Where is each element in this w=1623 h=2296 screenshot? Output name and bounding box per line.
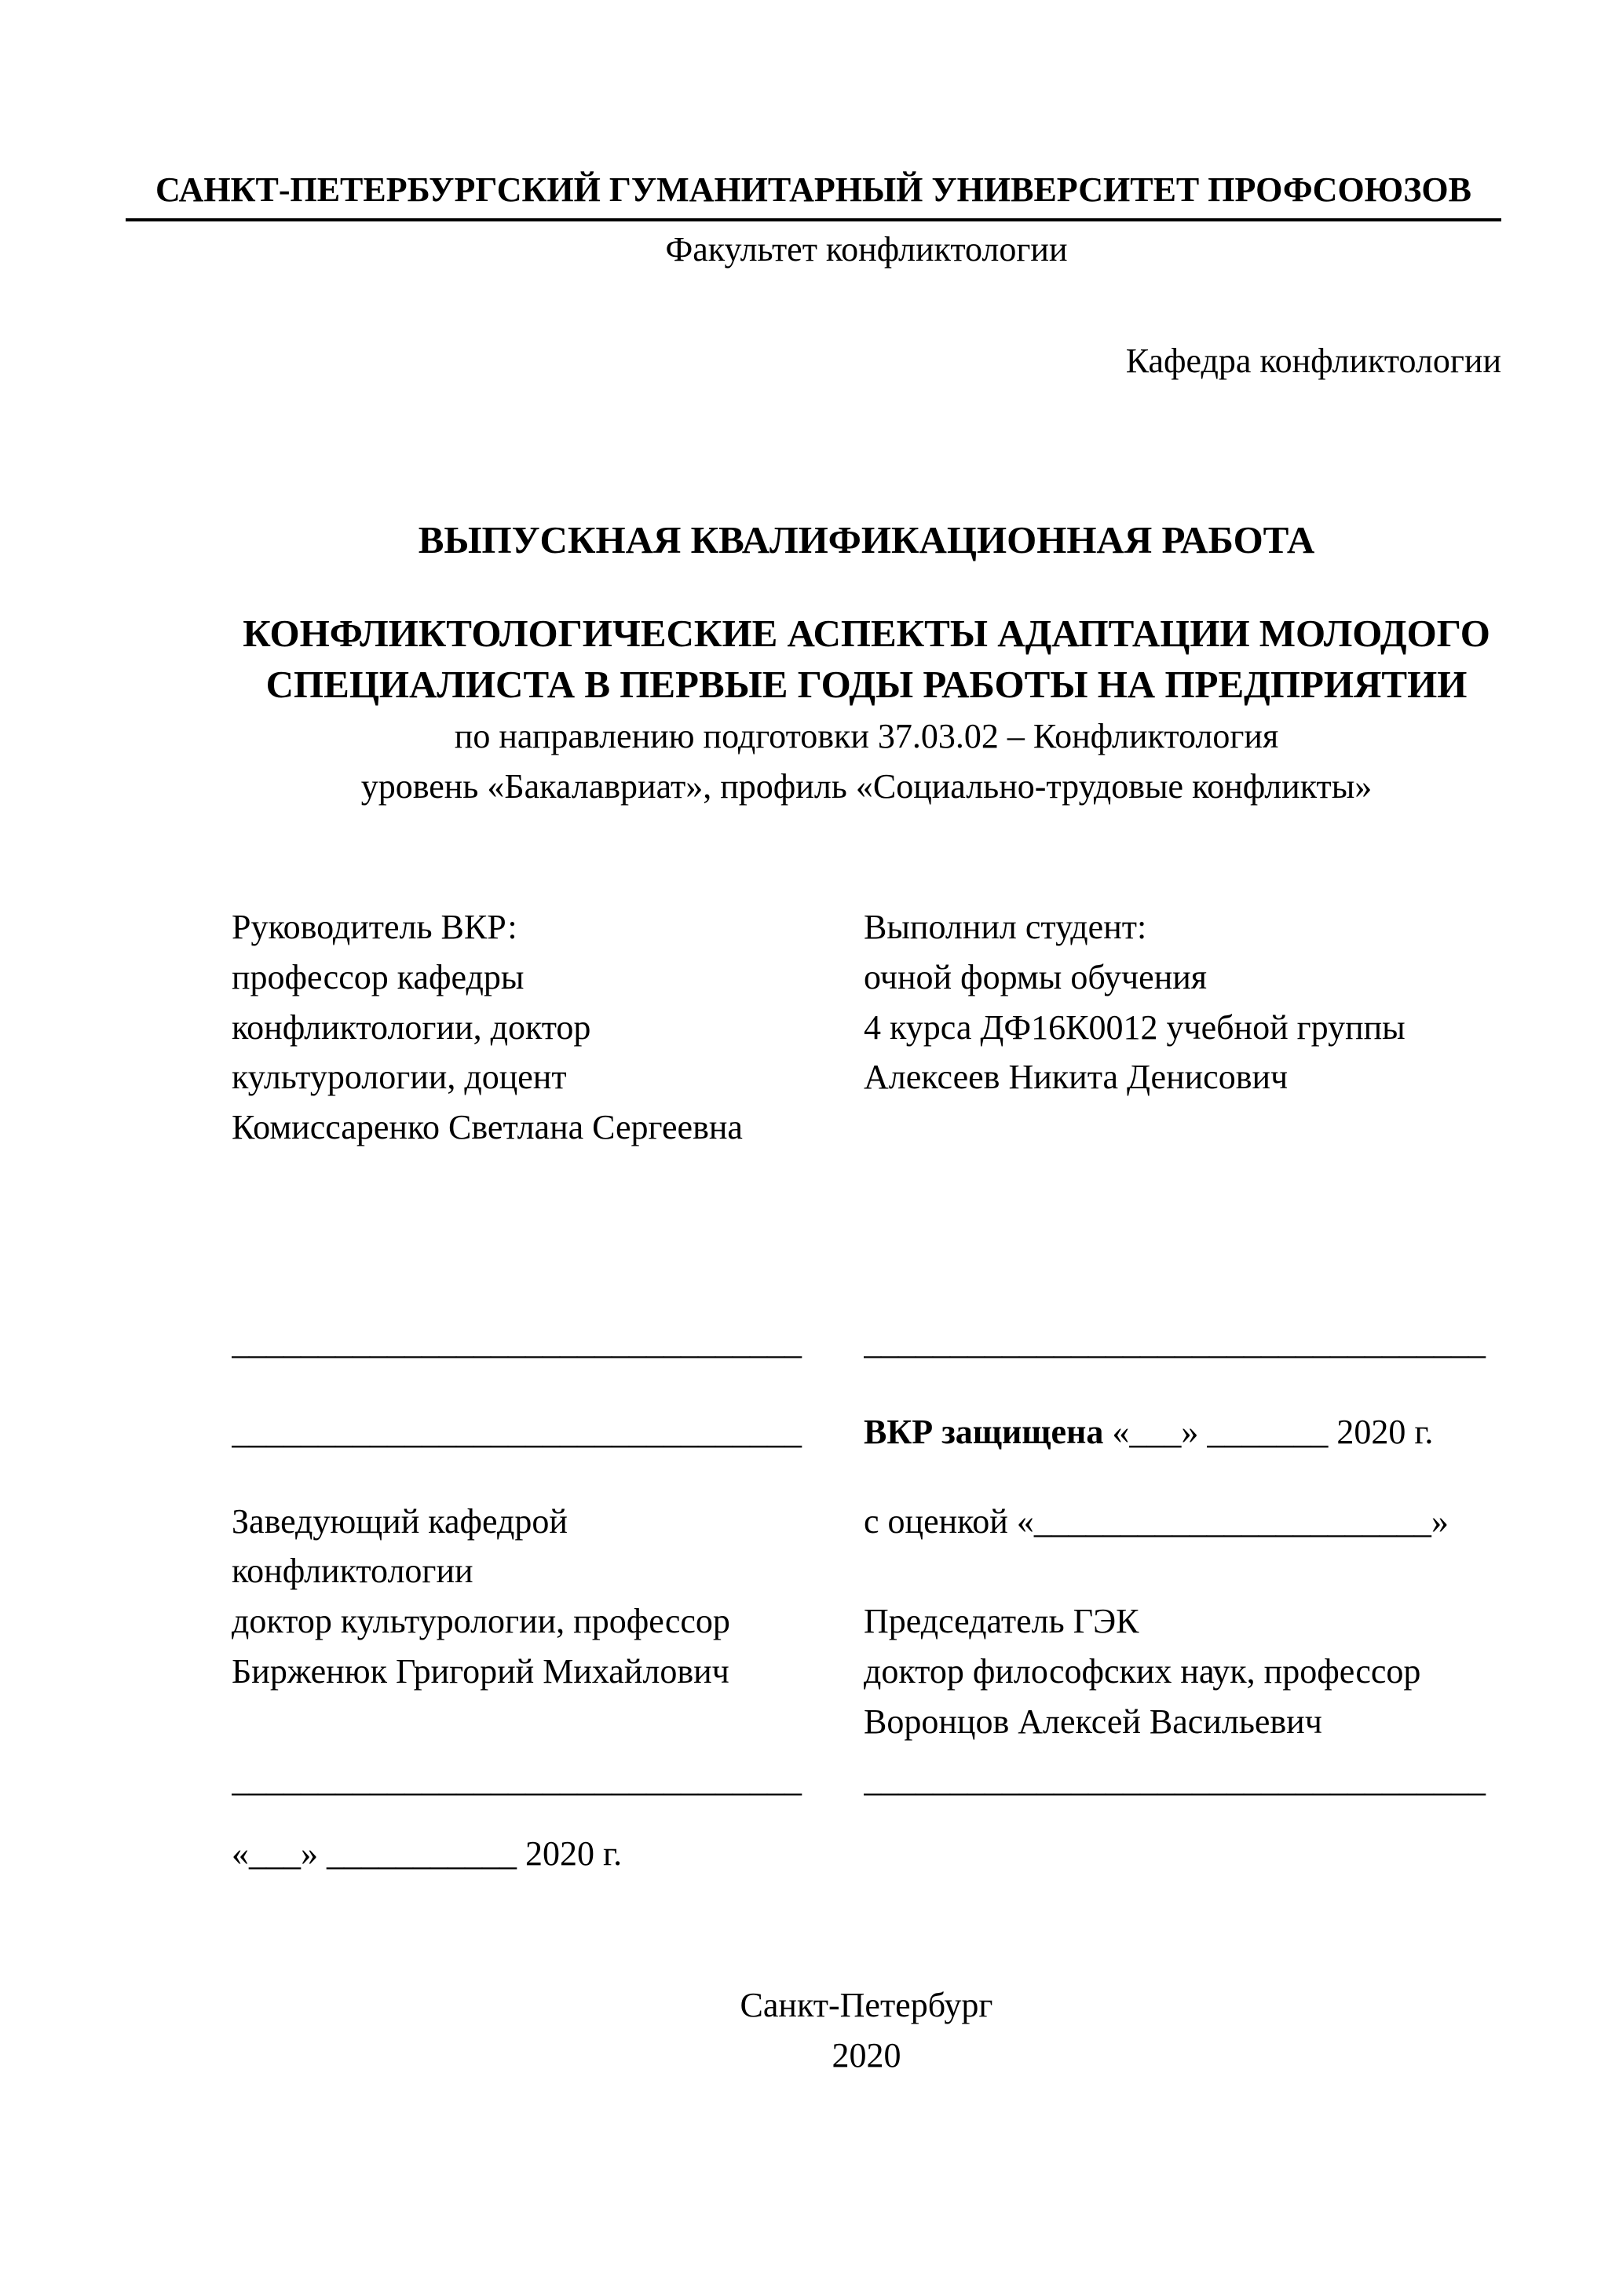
supervisor-signature-line: _________________________________ xyxy=(232,1323,802,1362)
supervisor-name: Комиссаренко Светлана Сергеевна xyxy=(232,1108,743,1147)
grade-and-chair-block xyxy=(864,1497,1501,1747)
date-line: «___» ___________ 2020 г. xyxy=(232,1834,623,1873)
officials-block xyxy=(232,1497,1501,1747)
department-head-signature-line: _________________________________ xyxy=(232,1760,802,1799)
work-type-heading: ВЫПУСКНАЯ КВАЛИФИКАЦИОННАЯ РАБОТА xyxy=(418,518,1315,562)
committee-chair-line: Председатель ГЭК xyxy=(864,1602,1139,1641)
department-head-line: доктор культурологии, профессор xyxy=(232,1602,730,1641)
department-head-block xyxy=(232,1497,864,1747)
student-line: 4 курса ДФ16К0012 учебной группы xyxy=(864,1007,1406,1047)
student-name: Алексеев Никита Денисович xyxy=(864,1058,1289,1097)
department-head-name: Бирженюк Григорий Михайлович xyxy=(232,1651,729,1691)
supervisor-label: Руководитель ВКР: xyxy=(232,908,517,947)
year: 2020 xyxy=(832,2036,901,2075)
supervisor-line: культурологии, доцент xyxy=(232,1058,567,1097)
university-name: САНКТ-ПЕТЕРБУРГСКИЙ ГУМАНИТАРНЫЙ УНИВЕРСИТЕТ ПРОФСОЮЗОВ xyxy=(126,165,1501,221)
department-head-line: Заведующий кафедрой xyxy=(232,1501,568,1541)
signature-row-3 xyxy=(232,1755,1501,1805)
student-signature-line: ____________________________________ xyxy=(864,1323,1486,1362)
footer xyxy=(232,1980,1501,2081)
supervisor-line: конфликтологии, доктор xyxy=(232,1007,591,1047)
department-name: Кафедра конфликтологии xyxy=(1125,341,1501,380)
thesis-title: КОНФЛИКТОЛОГИЧЕСКИЕ АСПЕКТЫ АДАПТАЦИИ МОЛОДОГО СПЕЦИАЛИСТА В ПЕРВЫЕ ГОДЫ РАБОТЫ НА ПРЕДПРИЯТИИ xyxy=(243,612,1490,706)
city: Санкт-Петербург xyxy=(740,1986,993,2025)
supervisor-block xyxy=(232,902,864,1153)
chair-signature-line: ____________________________________ xyxy=(864,1760,1486,1799)
signature-line: _________________________________ xyxy=(232,1412,802,1451)
student-label: Выполнил студент: xyxy=(864,908,1147,947)
defense-blanks: «___» _______ 2020 г. xyxy=(1103,1412,1434,1451)
defense-date-line xyxy=(864,1407,1501,1457)
level-line: уровень «Бакалавриат», профиль «Социально-трудовые конфликты» xyxy=(360,767,1373,806)
faculty-name: Факультет конфликтологии xyxy=(665,229,1068,269)
signature-row-1 xyxy=(232,1318,1501,1368)
program-line: по направлению подготовки 37.03.02 – Конфликтология xyxy=(454,717,1279,756)
supervisor-line: профессор кафедры xyxy=(232,957,525,996)
grade-line: с оценкой «_______________________» xyxy=(864,1501,1449,1541)
student-block xyxy=(864,902,1501,1153)
committee-chair-line: доктор философских наук, профессор xyxy=(864,1652,1421,1691)
defense-label: ВКР защищена xyxy=(864,1412,1104,1451)
signature-row-2 xyxy=(232,1407,1501,1457)
student-line: очной формы обучения xyxy=(864,957,1208,996)
people-block xyxy=(232,902,1501,1153)
department-head-line: конфликтологии xyxy=(232,1552,473,1591)
committee-chair-name: Воронцов Алексей Васильевич xyxy=(864,1702,1322,1741)
